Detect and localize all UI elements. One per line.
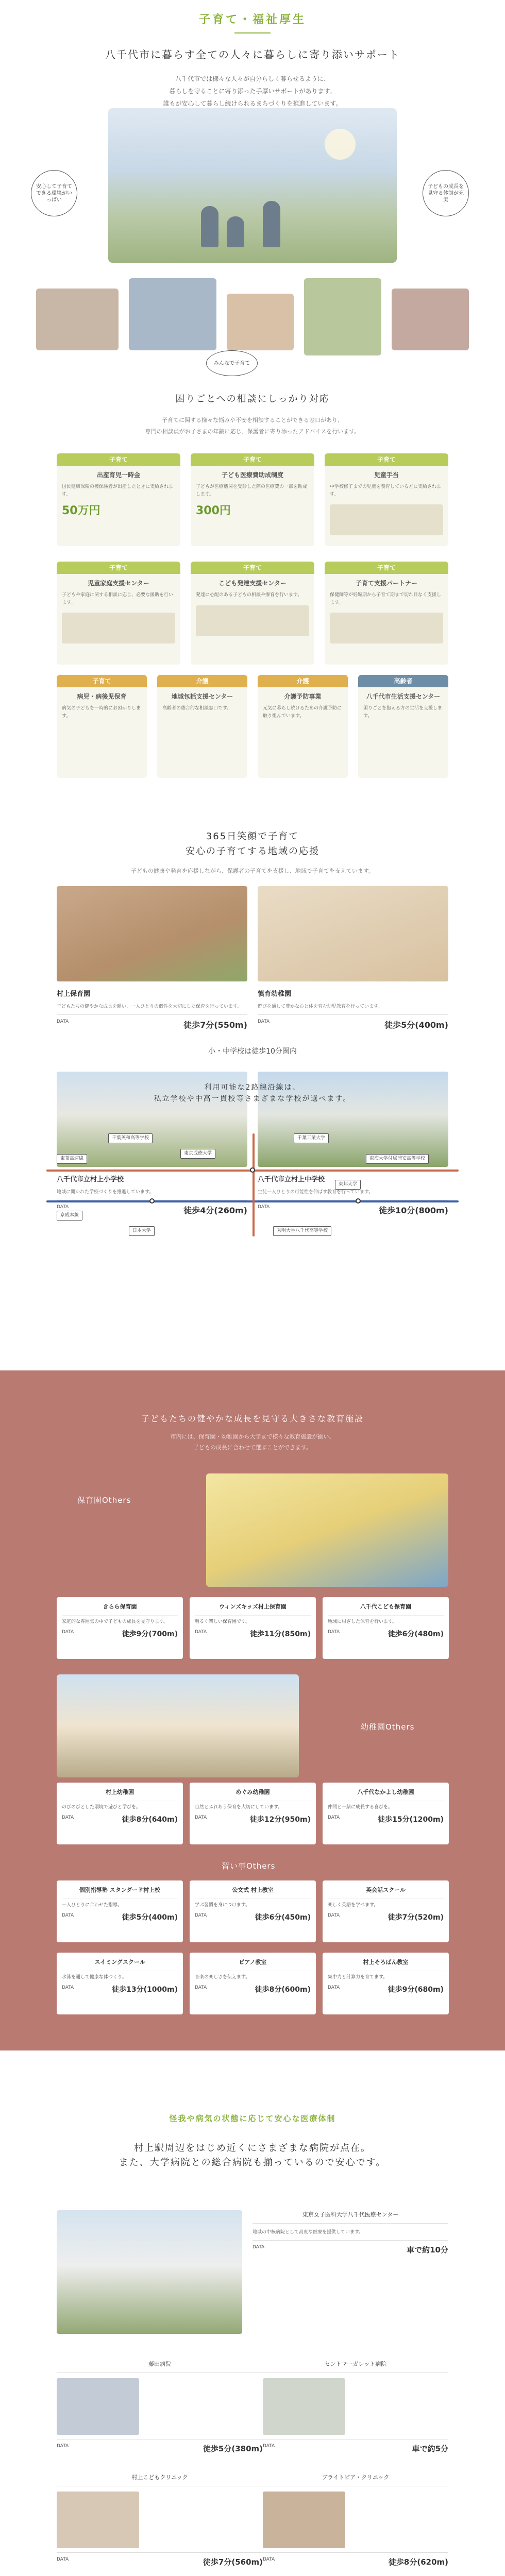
lead-text: 八千代市では様々な人々が自分らしく暮らせるように、 暮らしを守ることに寄り添った手厚いサポートがあります。 誰もが安心して暮らし続けられるまちづくりを推進しています。 xyxy=(163,75,342,108)
route-map: 東葉高速線 京成本線 千葉英和高等学校 東京成徳大学 千葉工業大学 東邦大学 日本大学 秀明大学八千代高等学校 東海大学付属浦安高等学校 xyxy=(46,1123,459,1247)
kindergarten-photo xyxy=(57,1674,299,1777)
speech-bubble-bottom: みんなで子育て xyxy=(206,350,258,376)
hospital-photo xyxy=(57,2210,242,2334)
education-title: 子どもたちの健やかな成長を見守る大きさな教育施設 xyxy=(141,1414,364,1423)
photo-row xyxy=(36,278,469,371)
speech-bubble-left: 安心して子育てできる環境がいっぱい xyxy=(31,170,77,216)
grid-card: 子育て 出産育児一時金 国民健康保険の被保険者が出産したときに支給されます。 50万円 xyxy=(57,453,180,546)
medical-section xyxy=(0,2112,505,2567)
consult-heading: 困りごとへの相談にしっかり対応 子育てに関する様々な悩みや不安を相談することができる窓口があり、 専門の相談員がお子さまの年齢に応じ、保護者に寄り添ったアドバイスを行います。 xyxy=(145,394,360,435)
grid-card: 子育て 児童手当 中学校修了までの児童を養育している方に支給されます。 xyxy=(325,453,448,546)
hospital-card: 藤田病院 DATA 徒歩5分(380m) xyxy=(57,2360,263,2455)
label-nursery: 保育園Others xyxy=(77,1496,131,1505)
label-kindergarten: 幼稚園Others xyxy=(361,1722,415,1732)
section-title: 365日笑顔で子育て 安心の子育てする地域の応援 xyxy=(186,831,319,857)
hero-photo xyxy=(108,108,397,263)
category-title: 子育て・福祉厚生 xyxy=(198,13,306,26)
section-text: 子どもの健康や発育を応援しながら、保護者の子育てを支援し、地域で子育てを支えています。 xyxy=(130,867,375,874)
hospital-card: ブライトピア・クリニック DATA 徒歩8分(620m) xyxy=(263,2473,448,2569)
category-underline xyxy=(234,32,271,33)
grid-card: 子育て 病児・病後児保育 病気の子どもを一時的にお預かりします。 xyxy=(57,675,147,778)
grid-card: 子育て 子育て支援パートナー 保健師等が妊娠期から子育て期まで切れ目なく支援します。 xyxy=(325,562,448,665)
main-hospital-card: 東京女子医科大学八千代医療センター 地域の中核病院として高度な医療を提供しています。 DATA 車で約10分 xyxy=(252,2210,448,2257)
grid-card: 子育て 児童家庭支援センター 子どもや家庭に関する相談に応じ、必要な援助を行います。 xyxy=(57,562,180,665)
facility-card: 慎育幼稚園 遊びを通して豊かな心と体を育む幼児教育を行っています。 DATA 徒歩5分(400m) xyxy=(258,886,448,1032)
hospital-card: 村上こどもクリニック DATA 徒歩7分(560m) xyxy=(57,2473,263,2569)
hospital-card: セントマーガレット病院 DATA 車で約5分 xyxy=(263,2360,448,2455)
header-section xyxy=(0,0,505,582)
education-photo xyxy=(206,1473,448,1587)
grid-card: 子育て こども発達支援センター 発達に心配のある子どもの相談や療育を行います。 xyxy=(191,562,314,665)
school-card: 八千代市立村上中学校 生徒一人ひとりの可能性を伸ばす教育を行っています。 DATA 徒歩10分(800m) xyxy=(258,1072,448,1218)
school-card: 八千代市立村上小学校 地域に開かれた学校づくりを推進しています。 DATA 徒歩4分(260m) xyxy=(57,1072,247,1218)
grid-card: 介護 介護予防事業 元気に暮らし続けるための介護予防に取り組んでいます。 xyxy=(258,675,348,778)
medical-title: 怪我や病気の状態に応じて安心な医療体制 xyxy=(169,2114,336,2123)
facility-card: 村上保育園 子どもたちの健やかな成長を願い、一人ひとりの個性を大切にした保育を行っています。 DATA 徒歩7分(550m) xyxy=(57,886,247,1032)
grid-card: 介護 地域包括支援センター 高齢者の総合的な相談窓口です。 xyxy=(157,675,247,778)
grid-card: 高齢者 八千代市生活支援センター 困りごとを抱える方の生活を支援します。 xyxy=(358,675,448,778)
label-lessons: 習い事Others xyxy=(222,1861,276,1871)
route-title: 利用可能な2路線沿線は、 私立学校や中高一貫校等さまざまな学校が選べます。 xyxy=(154,1083,351,1104)
medical-lead: 村上駅周辺をはじめ近くにさまざまな病院が点在。 また、大学病院との総合病院も揃っているので安心です。 xyxy=(119,2142,386,2168)
grid-card: 子育て 子ども医療費助成制度 子どもが医療機関を受診した際の医療費の一部を助成します。 300円 xyxy=(191,453,314,546)
education-text: 市内には、保育園・幼稚園から大学まで様々な教育施設が揃い、 子どもの成長に合わせて選ぶことができます。 xyxy=(170,1433,335,1451)
speech-bubble-right: 子どもの成長を見守る体制が充実 xyxy=(423,170,469,216)
page-title: 八千代市に暮らす全ての人々に暮らしに寄り添いサポート xyxy=(105,48,400,61)
education-section: 子どもたちの健やかな成長を見守る大きさな教育施設 市内には、保育園・幼稚園から大学まで様々な教育施設が揃い、 子どもの成長に合わせて選ぶことができます。 保育園Others きらら保育園 家庭的な雰囲気の中で子どもの成長を見守ります。 DATA 徒歩9分(700m) ウィンズキッズ村上保育園 明るく楽しい保育園です。 DATA 徒歩11分(850m) 八千代こども保育園 地域に根ざした保育を行います。 DATA 徒歩6分(480m) 幼稚園Others 村上幼稚園 のびのびとした環境で遊びと学びを。 DATA 徒歩8分(640m) めぐみ幼稚園 自然とふれあう保育を大切にしています。 DATA 徒歩12分(950m) 八千代なかよし幼稚園 仲間と一緒に成長する喜びを。 DATA 徒歩15分(1200m) 習い事Others 個別指導塾 スタンダード村上校 一人ひとりに合わせた指導。 DATA 徒歩5分(400m) 公文式 村上教室 学ぶ習慣を身につけます。 DATA 徒歩6分(450m) 英会話スクール 楽しく英語を学べます。 DATA 徒歩7分(520m) スイミングスクール 水泳を通して健康な体づくり。 DATA 徒歩13分(1000m) ピアノ教室 音楽の楽しさを伝えます。 DATA 徒歩8分(600m) 村上そろばん教室 集中力と計算力を育てます。 DATA 徒歩9分(680m) xyxy=(0,1370,505,2050)
schools-subhead: 小・中学校は徒歩10分圏内 xyxy=(208,1047,297,1056)
